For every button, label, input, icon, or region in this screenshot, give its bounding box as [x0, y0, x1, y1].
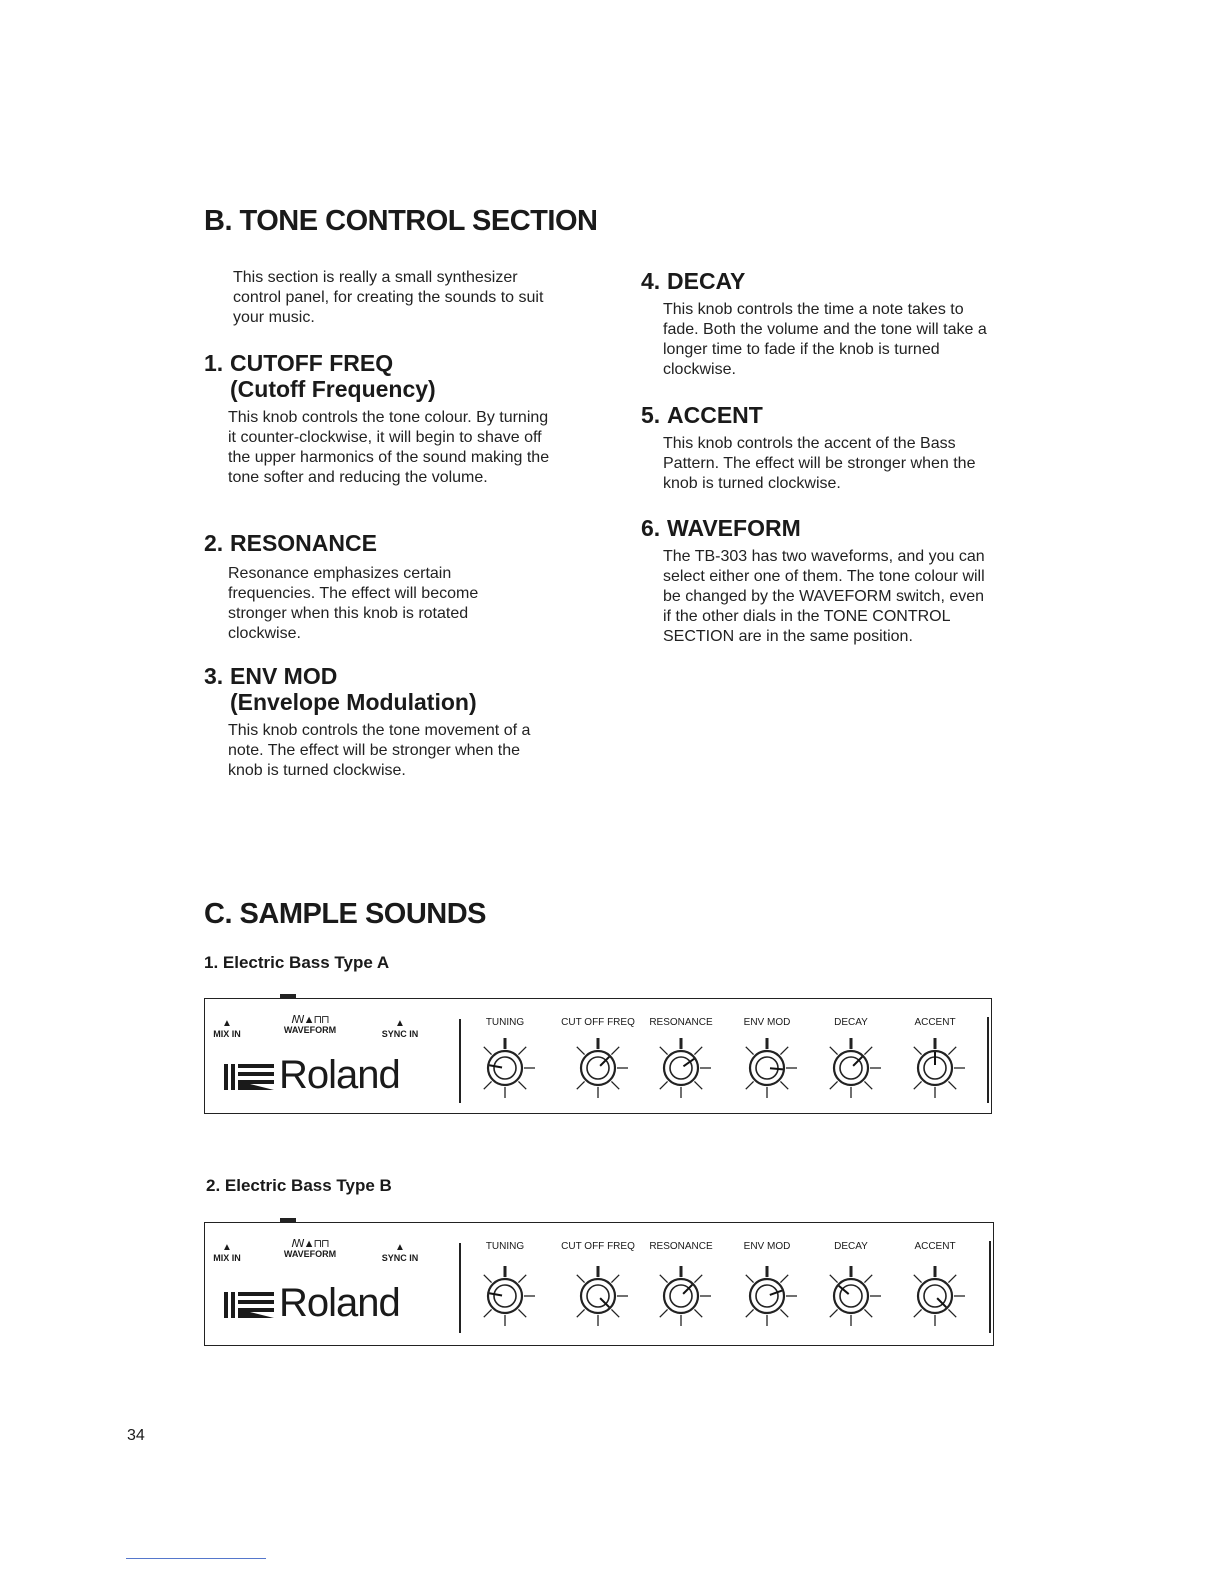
knob-label: CUT OFF FREQ: [561, 1017, 635, 1028]
jack-label: WAVEFORM: [283, 1249, 337, 1259]
item-title: WAVEFORM: [667, 515, 801, 541]
knob-tick: [780, 1047, 788, 1055]
roland-logo: [223, 1053, 400, 1098]
knob-tick: [577, 1081, 585, 1089]
knob-body: [750, 1051, 784, 1085]
knob-decay[interactable]: [816, 1031, 886, 1105]
jack-waveform: [275, 1015, 345, 1035]
knob-tick: [914, 1081, 922, 1089]
roland-logo: [223, 1281, 400, 1326]
page-number: 34: [127, 1427, 145, 1444]
item-title: CUTOFF FREQ: [230, 350, 394, 376]
knob-label: TUNING: [485, 1017, 525, 1028]
knob-label: DECAY: [834, 1017, 868, 1028]
panel-tab: [280, 1218, 296, 1223]
item-accent: [641, 402, 1001, 494]
item-text: This knob controls the time a note takes to fade. Both the volume and the tone will take a longer time to fade if the knob is turned clockwise.: [663, 301, 987, 378]
knob-tick: [780, 1309, 788, 1317]
knob-tick: [914, 1047, 922, 1055]
item-envmod: [204, 663, 564, 781]
knob-resonance[interactable]: [646, 1031, 716, 1105]
waveform-symbols: ꟿ▲⊓⊓: [291, 1014, 329, 1026]
synth-panel-a: [204, 998, 992, 1114]
item-cutoff: [204, 350, 564, 488]
knob-tick: [577, 1275, 585, 1283]
knob-tick: [660, 1275, 668, 1283]
brand-text: Roland: [279, 1053, 400, 1097]
knob-label: RESONANCE: [649, 1017, 713, 1028]
knob-tuning[interactable]: [470, 1259, 540, 1333]
jack-label: SYNC IN: [381, 1029, 419, 1039]
knob-tick: [518, 1309, 526, 1317]
knob-tick: [518, 1047, 526, 1055]
sample-title-a: 1. Electric Bass Type A: [204, 953, 390, 972]
knob-resonance[interactable]: [646, 1259, 716, 1333]
section-title-samples: C. SAMPLE SOUNDS: [204, 898, 487, 930]
jack-waveform: [275, 1239, 345, 1259]
knob-tuning[interactable]: [470, 1031, 540, 1105]
knob-body: [488, 1051, 522, 1085]
knob-label: ENV MOD: [743, 1241, 791, 1252]
section-title-tone: B. TONE CONTROL SECTION: [204, 205, 598, 237]
brand-text: Roland: [279, 1281, 400, 1325]
knob-env-mod[interactable]: [732, 1259, 802, 1333]
knob-tick: [577, 1309, 585, 1317]
knob-env-mod[interactable]: [732, 1031, 802, 1105]
knob-tick: [611, 1047, 619, 1055]
knob-tick: [830, 1275, 838, 1283]
knob-tick: [518, 1275, 526, 1283]
roland-logo-mark: [223, 1289, 275, 1319]
knob-tick: [518, 1081, 526, 1089]
knob-tick: [660, 1047, 668, 1055]
item-resonance: [204, 530, 564, 644]
panel-edge: [987, 1017, 989, 1103]
knob-tick: [864, 1275, 872, 1283]
item-num: 2.: [204, 530, 224, 556]
knob-tick: [694, 1275, 702, 1283]
item-num: 6.: [641, 515, 661, 541]
knob-body: [664, 1051, 698, 1085]
knob-tick: [914, 1275, 922, 1283]
knob-accent[interactable]: [900, 1259, 970, 1333]
knob-label: ACCENT: [914, 1241, 956, 1252]
knob-tick: [830, 1309, 838, 1317]
knob-tick: [830, 1081, 838, 1089]
roland-logo-mark: [223, 1061, 275, 1091]
jack-label: MIX IN: [213, 1029, 241, 1039]
knob-tick: [660, 1081, 668, 1089]
jack-mix-in: ▲ MIX IN: [213, 1018, 241, 1039]
knob-body: [750, 1279, 784, 1313]
item-title: RESONANCE: [230, 530, 377, 556]
knob-label: RESONANCE: [649, 1241, 713, 1252]
item-title: ENV MOD: [230, 663, 338, 689]
item-text: Resonance emphasizes certain frequencies. The effect will become stronger when this knob is rotated clockwise.: [228, 565, 479, 642]
knob-tick: [864, 1081, 872, 1089]
panel-divider: [459, 1243, 461, 1333]
knob-tick: [611, 1081, 619, 1089]
item-text: This knob controls the accent of the Bass Pattern. The effect will be stronger when the knob is turned clockwise.: [663, 435, 976, 492]
item-title: DECAY: [667, 268, 746, 294]
knob-tick: [780, 1275, 788, 1283]
footer-rule: [126, 1558, 266, 1559]
jack-sync-in: ▲ SYNC IN: [381, 1018, 419, 1039]
waveform-symbols: ꟿ▲⊓⊓: [291, 1238, 329, 1250]
jack-sync-in: ▲ SYNC IN: [381, 1242, 419, 1263]
knob-tick: [611, 1309, 619, 1317]
knob-tick: [660, 1309, 668, 1317]
knob-tick: [746, 1275, 754, 1283]
knob-label: CUT OFF FREQ: [561, 1241, 635, 1252]
knob-tick: [948, 1309, 956, 1317]
knob-cut-off-freq[interactable]: [563, 1031, 633, 1105]
item-text: This knob controls the tone colour. By turning it counter-clockwise, it will begin to shave off the upper harmonics of the sound making the tone softer and reducing the volume.: [228, 409, 550, 486]
item-num: 1.: [204, 350, 224, 376]
knob-tick: [746, 1047, 754, 1055]
item-waveform: [641, 515, 1001, 647]
knob-tick: [746, 1081, 754, 1089]
jack-label: MIX IN: [213, 1253, 241, 1263]
knob-pointer: [770, 1068, 783, 1069]
item-subtitle: (Cutoff Frequency): [230, 376, 436, 402]
jack-label: SYNC IN: [381, 1253, 419, 1263]
knob-tick: [577, 1047, 585, 1055]
knob-accent[interactable]: [900, 1031, 970, 1105]
knob-tick: [864, 1309, 872, 1317]
tone-intro: This section is really a small synthesizer control panel, for creating the sounds to suit your music.: [233, 269, 544, 326]
sample-title-b: 2. Electric Bass Type B: [206, 1176, 392, 1195]
knob-label: TUNING: [485, 1241, 525, 1252]
knob-tick: [948, 1081, 956, 1089]
knob-body: [834, 1051, 868, 1085]
knob-body: [834, 1279, 868, 1313]
jack-mix-in: ▲ MIX IN: [213, 1242, 241, 1263]
knob-label: ACCENT: [914, 1017, 956, 1028]
knob-body: [918, 1279, 952, 1313]
jack-label: WAVEFORM: [283, 1025, 337, 1035]
knob-body: [581, 1279, 615, 1313]
panel-edge: [989, 1241, 991, 1333]
knob-tick: [948, 1275, 956, 1283]
knob-label: DECAY: [834, 1241, 868, 1252]
panel-divider: [459, 1019, 461, 1103]
knob-tick: [694, 1047, 702, 1055]
item-num: 4.: [641, 268, 661, 294]
knob-tick: [611, 1275, 619, 1283]
item-subtitle: (Envelope Modulation): [230, 689, 477, 715]
knob-tick: [864, 1047, 872, 1055]
knob-cut-off-freq[interactable]: [563, 1259, 633, 1333]
knob-label: ENV MOD: [743, 1017, 791, 1028]
item-text: This knob controls the tone movement of a note. The effect will be stronger when the knob is turned clockwise.: [228, 722, 531, 779]
knob-tick: [694, 1081, 702, 1089]
knob-tick: [914, 1309, 922, 1317]
item-num: 3.: [204, 663, 224, 689]
item-title: ACCENT: [667, 402, 763, 428]
knob-tick: [484, 1047, 492, 1055]
knob-decay[interactable]: [816, 1259, 886, 1333]
knob-body: [488, 1279, 522, 1313]
knob-tick: [830, 1047, 838, 1055]
knob-tick: [694, 1309, 702, 1317]
knob-tick: [746, 1309, 754, 1317]
knob-tick: [484, 1081, 492, 1089]
synth-panel-b: [204, 1222, 994, 1346]
item-text: The TB-303 has two waveforms, and you can select either one of them. The tone colour will be changed by the WAVEFORM switch, even if the other dials in the TONE CONTROL SECTION are in the same position.: [663, 548, 985, 645]
item-num: 5.: [641, 402, 661, 428]
panel-tab: [280, 994, 296, 999]
knob-body: [581, 1051, 615, 1085]
knob-tick: [780, 1081, 788, 1089]
knob-tick: [484, 1309, 492, 1317]
item-decay: [641, 268, 1001, 380]
knob-tick: [484, 1275, 492, 1283]
knob-tick: [948, 1047, 956, 1055]
knob-body: [664, 1279, 698, 1313]
